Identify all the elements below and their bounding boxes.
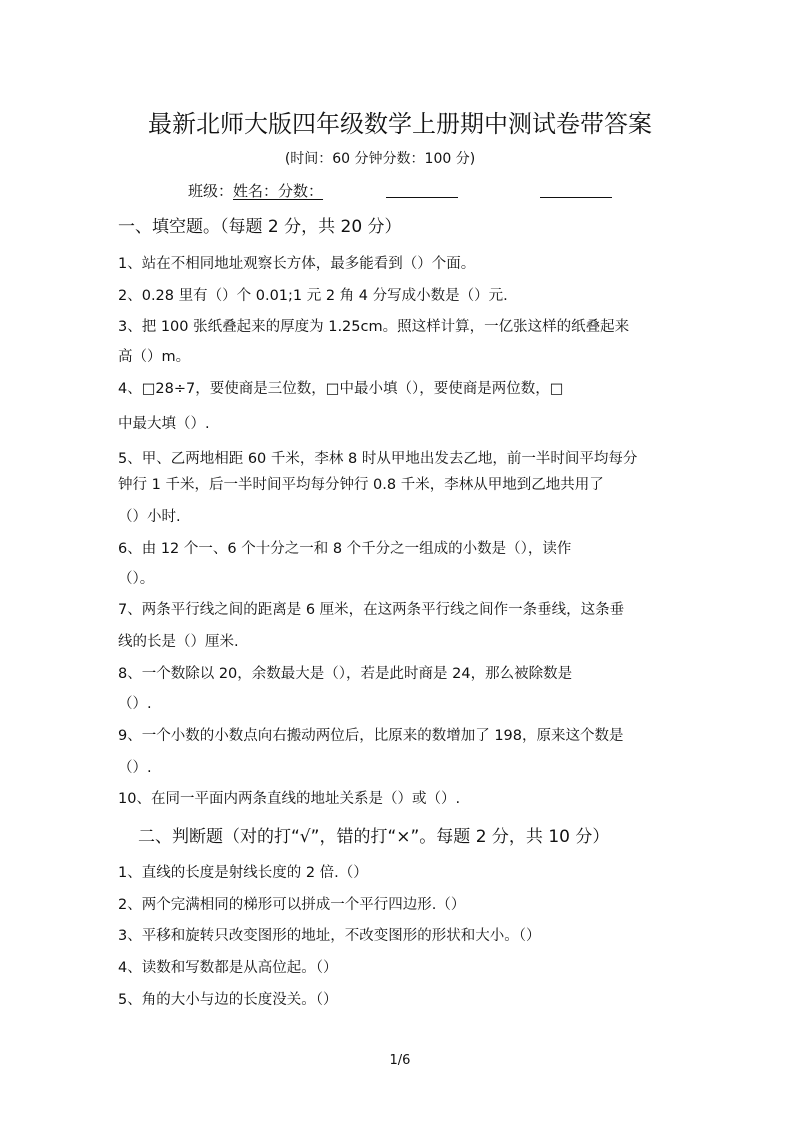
s2-line-5: 5、角的大小与边的长度没关。（） (118, 992, 338, 1008)
s1-line-17: （）. (118, 760, 152, 776)
s1-line-11: （）。 (118, 571, 155, 587)
s2-line-3: 3、平移和旋转只改变图形的地址，不改变图形的形状和大小。（） (118, 928, 541, 944)
s1-line-9: （）小时. (118, 509, 181, 525)
s2-line-4: 4、读数和写数都是从高位起。（） (118, 960, 338, 976)
s1-line-13: 线的长是（）厘米. (118, 634, 239, 650)
s1-line-1: 1、站在不相同地址观察长方体，最多能看到（）个面。 (118, 256, 476, 272)
s1-line-7: 5、甲、乙两地相距 60 千米，李林 8 时从甲地出发去乙地，前一半时间平均每分 (118, 451, 638, 467)
blank-line-2 (540, 197, 612, 198)
name-score-label: 姓名：分数： (233, 182, 324, 200)
s1-line-16: 9、一个小数的小数点向右搬动两位后，比原来的数增加了 198，原来这个数是 (118, 728, 624, 744)
s2-line-1: 1、直线的长度是射线长度的 2 倍.（） (118, 865, 368, 881)
s1-line-6: 中最大填（）. (118, 416, 210, 432)
s1-line-18: 10、在同一平面内两条直线的地址关系是（）或（）. (118, 791, 461, 807)
s2-line-2: 2、两个完满相同的梯形可以拼成一个平行四边形.（） (118, 897, 466, 913)
s1-line-12: 7、两条平行线之间的距离是 6 厘米，在这两条平行线之间作一条垂线，这条垂 (118, 602, 625, 618)
page-title: 最新北师大版四年级数学上册期中测试卷带答案 (148, 110, 652, 138)
section1-heading: 一、填空题。（每题 2 分，共 20 分） (118, 217, 402, 237)
exam-subtitle: (时间：60 分钟分数：100 分) (284, 151, 476, 167)
s1-line-14: 8、一个数除以 20，余数最大是（），若是此时商是 24，那么被除数是 (118, 666, 573, 682)
s1-line-10: 6、由 12 个一、6 个十分之一和 8 个千分之一组成的小数是（），读作 (118, 541, 572, 557)
s1-line-2: 2、0.28 里有（）个 0.01;1 元 2 角 4 分写成小数是（）元. (118, 288, 508, 304)
s1-line-15: （）. (118, 696, 152, 712)
class-line (188, 180, 323, 201)
blank-line-1 (386, 197, 458, 198)
page-number: 1/6 (389, 1053, 411, 1068)
s1-line-5: 4、□28÷7，要使商是三位数，□中最小填（），要使商是两位数，□ (118, 381, 564, 397)
s1-line-3: 3、把 100 张纸叠起来的厚度为 1.25cm。照这样计算，一亿张这样的纸叠起来 (118, 319, 630, 335)
section2-heading: 二、判断题（对的打“√”，错的打“×”。每题 2 分，共 10 分） (138, 827, 610, 847)
s1-line-4: 高（）m。 (118, 349, 191, 365)
s1-line-8: 钟行 1 千米，后一半时间平均每分钟行 0.8 千米，李林从甲地到乙地共用了 (118, 477, 604, 493)
class-label: 班级： (188, 182, 234, 200)
